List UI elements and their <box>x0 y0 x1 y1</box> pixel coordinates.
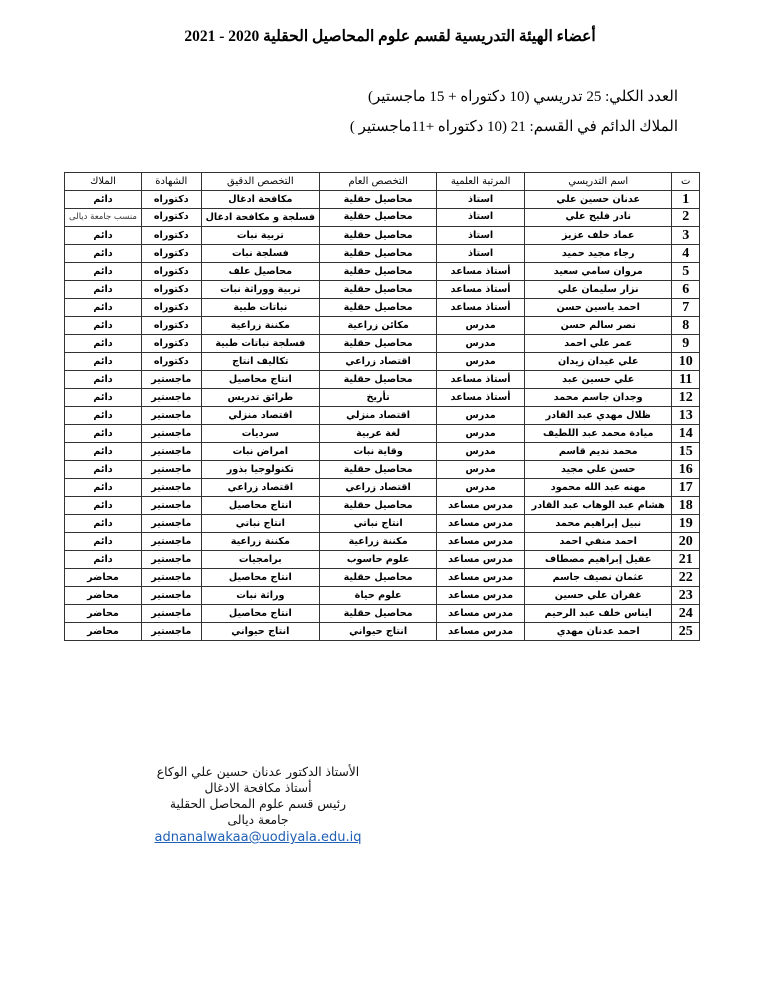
cell-rank: استاذ <box>437 191 525 209</box>
cell-degree: ماجستير <box>141 425 201 443</box>
cell-staff-status: دائم <box>65 533 142 551</box>
cell-specific-specialty: امراض نبات <box>201 443 320 461</box>
cell-specific-specialty: محاصيل علف <box>201 263 320 281</box>
table-row <box>65 425 700 443</box>
cell-degree: ماجستير <box>141 515 201 533</box>
cell-specific-specialty: انتاج محاصيل <box>201 497 320 515</box>
cell-name: نصر سالم حسن <box>525 317 672 335</box>
cell-general-specialty: محاصيل حقلية <box>320 461 437 479</box>
cell-name: نزار سليمان علي <box>525 281 672 299</box>
cell-name: محمد نديم قاسم <box>525 443 672 461</box>
cell-staff-status: دائم <box>65 479 142 497</box>
cell-no: 4 <box>672 245 700 263</box>
cell-staff-status: دائم <box>65 353 142 371</box>
cell-rank: مدرس مساعد <box>437 623 525 641</box>
header-name: اسم التدريسي <box>525 173 672 191</box>
table-row <box>65 461 700 479</box>
signature-block <box>128 764 388 846</box>
cell-rank: مدرس مساعد <box>437 497 525 515</box>
cell-rank: استاذ <box>437 209 525 227</box>
cell-degree: ماجستير <box>141 533 201 551</box>
cell-rank: استاذ <box>437 227 525 245</box>
cell-specific-specialty: تربية نبات <box>201 227 320 245</box>
cell-degree: دكتوراه <box>141 281 201 299</box>
cell-no: 6 <box>672 281 700 299</box>
table-row <box>65 551 700 569</box>
cell-general-specialty: محاصيل حقلية <box>320 191 437 209</box>
cell-specific-specialty: مكننة زراعية <box>201 317 320 335</box>
cell-general-specialty: محاصيل حقلية <box>320 281 437 299</box>
cell-degree: ماجستير <box>141 479 201 497</box>
table-row <box>65 533 700 551</box>
cell-name: علي حسين عبد <box>525 371 672 389</box>
cell-staff-status: دائم <box>65 281 142 299</box>
cell-rank: مدرس <box>437 443 525 461</box>
cell-no: 12 <box>672 389 700 407</box>
cell-rank: أستاذ مساعد <box>437 263 525 281</box>
cell-specific-specialty: اقتصاد زراعي <box>201 479 320 497</box>
cell-specific-specialty: تكاليف انتاج <box>201 353 320 371</box>
cell-specific-specialty: فسلجة نبات <box>201 245 320 263</box>
cell-degree: دكتوراه <box>141 209 201 227</box>
cell-no: 23 <box>672 587 700 605</box>
cell-name: علي غيدان زيدان <box>525 353 672 371</box>
cell-degree: ماجستير <box>141 443 201 461</box>
cell-specific-specialty: مكافحة ادغال <box>201 191 320 209</box>
signature-title: أستاذ مكافحة الادغال <box>204 781 312 795</box>
cell-degree: دكتوراه <box>141 263 201 281</box>
signature-name: الأستاذ الدكتور عدنان حسين علي الوكاع <box>156 765 360 779</box>
cell-staff-status: محاضر <box>65 605 142 623</box>
cell-specific-specialty: وراثة نبات <box>201 587 320 605</box>
cell-general-specialty: مكننة زراعية <box>320 533 437 551</box>
cell-no: 24 <box>672 605 700 623</box>
cell-degree: دكتوراه <box>141 317 201 335</box>
cell-no: 14 <box>672 425 700 443</box>
cell-general-specialty: وقاية نبات <box>320 443 437 461</box>
cell-no: 15 <box>672 443 700 461</box>
cell-name: ايناس خلف عبد الرحيم <box>525 605 672 623</box>
cell-degree: ماجستير <box>141 623 201 641</box>
cell-general-specialty: محاصيل حقلية <box>320 569 437 587</box>
cell-name: هشام عبد الوهاب عبد القادر <box>525 497 672 515</box>
cell-staff-status: دائم <box>65 407 142 425</box>
header-no: ت <box>672 173 700 191</box>
table-row <box>65 569 700 587</box>
table-header-row <box>65 173 700 191</box>
header-general-specialty: التخصص العام <box>320 173 437 191</box>
cell-name: عماد خلف عزيز <box>525 227 672 245</box>
cell-specific-specialty: انتاج نباتي <box>201 515 320 533</box>
cell-staff-status: دائم <box>65 497 142 515</box>
cell-staff-status: دائم <box>65 335 142 353</box>
table-row <box>65 299 700 317</box>
cell-name: حسن علي مجيد <box>525 461 672 479</box>
cell-degree: ماجستير <box>141 407 201 425</box>
cell-specific-specialty: انتاج محاصيل <box>201 569 320 587</box>
cell-no: 9 <box>672 335 700 353</box>
cell-name: مهنه عبد الله محمود <box>525 479 672 497</box>
cell-rank: أستاذ مساعد <box>437 371 525 389</box>
cell-name: ميادة محمد عبد اللطيف <box>525 425 672 443</box>
cell-staff-status: دائم <box>65 227 142 245</box>
table-row <box>65 209 700 227</box>
cell-degree: دكتوراه <box>141 353 201 371</box>
summary-permanent: الملاك الدائم في القسم: 21 (10 دكتوراه +11ماجستير ) <box>349 119 678 135</box>
cell-staff-status: دائم <box>65 263 142 281</box>
cell-no: 2 <box>672 209 700 227</box>
cell-specific-specialty: تكنولوجيا بذور <box>201 461 320 479</box>
cell-staff-status: دائم <box>65 299 142 317</box>
cell-general-specialty: محاصيل حقلية <box>320 227 437 245</box>
cell-no: 11 <box>672 371 700 389</box>
header-specific-specialty: التخصص الدقيق <box>201 173 320 191</box>
cell-name: مروان سامي سعيد <box>525 263 672 281</box>
table-row <box>65 623 700 641</box>
cell-specific-specialty: انتاج محاصيل <box>201 605 320 623</box>
cell-general-specialty: محاصيل حقلية <box>320 299 437 317</box>
cell-degree: دكتوراه <box>141 227 201 245</box>
cell-degree: ماجستير <box>141 551 201 569</box>
cell-degree: ماجستير <box>141 371 201 389</box>
cell-staff-status: دائم <box>65 443 142 461</box>
cell-general-specialty: اقتصاد زراعي <box>320 479 437 497</box>
staff-table <box>64 172 700 641</box>
cell-no: 19 <box>672 515 700 533</box>
cell-no: 22 <box>672 569 700 587</box>
cell-rank: أستاذ مساعد <box>437 299 525 317</box>
cell-no: 16 <box>672 461 700 479</box>
cell-name: عمر علي احمد <box>525 335 672 353</box>
table-row <box>65 353 700 371</box>
cell-no: 13 <box>672 407 700 425</box>
cell-specific-specialty: مكننة زراعية <box>201 533 320 551</box>
cell-rank: مدرس <box>437 479 525 497</box>
cell-specific-specialty: تربية ووراثة نبات <box>201 281 320 299</box>
signature-university: جامعة ديالى <box>227 813 289 827</box>
cell-general-specialty: محاصيل حقلية <box>320 497 437 515</box>
cell-specific-specialty: اقتصاد منزلي <box>201 407 320 425</box>
cell-general-specialty: تأريخ <box>320 389 437 407</box>
cell-name: عقيل إبراهيم مصطاف <box>525 551 672 569</box>
cell-staff-status: دائم <box>65 371 142 389</box>
cell-staff-status: محاضر <box>65 587 142 605</box>
cell-name: غفران علي حسين <box>525 587 672 605</box>
cell-degree: دكتوراه <box>141 191 201 209</box>
cell-rank: أستاذ مساعد <box>437 389 525 407</box>
table-row <box>65 335 700 353</box>
cell-staff-status: محاضر <box>65 623 142 641</box>
header-rank: المرتبة العلمية <box>437 173 525 191</box>
cell-staff-status: دائم <box>65 389 142 407</box>
cell-name: نبيل إبراهيم محمد <box>525 515 672 533</box>
cell-rank: مدرس <box>437 353 525 371</box>
cell-general-specialty: محاصيل حقلية <box>320 335 437 353</box>
table-row <box>65 605 700 623</box>
cell-name: احمد ياسين حسن <box>525 299 672 317</box>
cell-general-specialty: محاصيل حقلية <box>320 263 437 281</box>
cell-general-specialty: محاصيل حقلية <box>320 245 437 263</box>
cell-degree: ماجستير <box>141 497 201 515</box>
table-row <box>65 587 700 605</box>
email-link[interactable]: adnanalwakaa@uodiyala.edu.iq <box>154 830 362 845</box>
cell-rank: أستاذ مساعد <box>437 281 525 299</box>
cell-no: 20 <box>672 533 700 551</box>
cell-staff-status: دائم <box>65 425 142 443</box>
cell-rank: مدرس مساعد <box>437 569 525 587</box>
table-row <box>65 281 700 299</box>
cell-general-specialty: مكائن زراعية <box>320 317 437 335</box>
cell-specific-specialty: سرديات <box>201 425 320 443</box>
cell-rank: مدرس <box>437 317 525 335</box>
cell-no: 18 <box>672 497 700 515</box>
cell-degree: دكتوراه <box>141 245 201 263</box>
header-staff-status: الملاك <box>65 173 142 191</box>
cell-general-specialty: محاصيل حقلية <box>320 605 437 623</box>
cell-rank: مدرس مساعد <box>437 587 525 605</box>
cell-name: ظلال مهدي عبد القادر <box>525 407 672 425</box>
cell-no: 1 <box>672 191 700 209</box>
cell-rank: مدرس مساعد <box>437 605 525 623</box>
cell-degree: ماجستير <box>141 461 201 479</box>
table-row <box>65 407 700 425</box>
table-row <box>65 191 700 209</box>
cell-no: 8 <box>672 317 700 335</box>
cell-name: احمد عدنان مهدي <box>525 623 672 641</box>
cell-specific-specialty: انتاج محاصيل <box>201 371 320 389</box>
table-row <box>65 371 700 389</box>
cell-staff-status: محاضر <box>65 569 142 587</box>
cell-degree: ماجستير <box>141 587 201 605</box>
cell-staff-status: دائم <box>65 515 142 533</box>
cell-rank: مدرس مساعد <box>437 533 525 551</box>
cell-specific-specialty: طرائق تدريس <box>201 389 320 407</box>
table-row <box>65 263 700 281</box>
cell-rank: مدرس مساعد <box>437 515 525 533</box>
cell-degree: ماجستير <box>141 605 201 623</box>
table-row <box>65 515 700 533</box>
cell-rank: مدرس <box>437 425 525 443</box>
table-body <box>65 191 700 641</box>
cell-specific-specialty: فسلجة نباتات طبية <box>201 335 320 353</box>
cell-staff-status: منسب جامعة ديالى <box>65 209 142 227</box>
cell-name: احمد منفي احمد <box>525 533 672 551</box>
cell-no: 3 <box>672 227 700 245</box>
document-title: أعضاء الهيئة التدريسية لقسم علوم المحاصيل الحقلية 2020 - 2021 <box>184 28 596 45</box>
table-row <box>65 317 700 335</box>
cell-name: عثمان نصيف جاسم <box>525 569 672 587</box>
cell-general-specialty: اقتصاد زراعي <box>320 353 437 371</box>
cell-no: 10 <box>672 353 700 371</box>
cell-no: 25 <box>672 623 700 641</box>
table-row <box>65 497 700 515</box>
summary-total: العدد الكلي: 25 تدريسي (10 دكتوراه + 15 ماجستير) <box>368 89 678 105</box>
cell-specific-specialty: فسلجة و مكافحة ادغال <box>201 209 320 227</box>
cell-degree: دكتوراه <box>141 299 201 317</box>
cell-degree: ماجستير <box>141 569 201 587</box>
cell-staff-status: دائم <box>65 191 142 209</box>
cell-rank: مدرس مساعد <box>437 551 525 569</box>
cell-specific-specialty: برامجيات <box>201 551 320 569</box>
cell-no: 7 <box>672 299 700 317</box>
header-degree: الشهادة <box>141 173 201 191</box>
cell-general-specialty: محاصيل حقلية <box>320 209 437 227</box>
signature-position: رئيس قسم علوم المحاصل الحقلية <box>169 797 347 811</box>
cell-no: 21 <box>672 551 700 569</box>
cell-specific-specialty: انتاج حيواني <box>201 623 320 641</box>
cell-name: عدنان حسين علي <box>525 191 672 209</box>
cell-rank: مدرس <box>437 461 525 479</box>
cell-general-specialty: محاصيل حقلية <box>320 371 437 389</box>
cell-specific-specialty: نباتات طبية <box>201 299 320 317</box>
table-row <box>65 443 700 461</box>
cell-no: 5 <box>672 263 700 281</box>
cell-rank: مدرس <box>437 407 525 425</box>
cell-degree: دكتوراه <box>141 335 201 353</box>
cell-general-specialty: انتاج حيواني <box>320 623 437 641</box>
cell-name: رجاء مجيد حميد <box>525 245 672 263</box>
cell-general-specialty: اقتصاد منزلي <box>320 407 437 425</box>
cell-degree: ماجستير <box>141 389 201 407</box>
cell-staff-status: دائم <box>65 245 142 263</box>
cell-staff-status: دائم <box>65 461 142 479</box>
cell-general-specialty: انتاج نباتي <box>320 515 437 533</box>
table-row <box>65 245 700 263</box>
cell-rank: استاذ <box>437 245 525 263</box>
cell-rank: مدرس <box>437 335 525 353</box>
cell-name: نادر فليح علي <box>525 209 672 227</box>
cell-general-specialty: لغة عربية <box>320 425 437 443</box>
cell-staff-status: دائم <box>65 551 142 569</box>
cell-no: 17 <box>672 479 700 497</box>
table-row <box>65 389 700 407</box>
cell-general-specialty: علوم حاسوب <box>320 551 437 569</box>
cell-general-specialty: علوم حياة <box>320 587 437 605</box>
cell-name: وجدان جاسم محمد <box>525 389 672 407</box>
table-row <box>65 479 700 497</box>
table-row <box>65 227 700 245</box>
cell-staff-status: دائم <box>65 317 142 335</box>
